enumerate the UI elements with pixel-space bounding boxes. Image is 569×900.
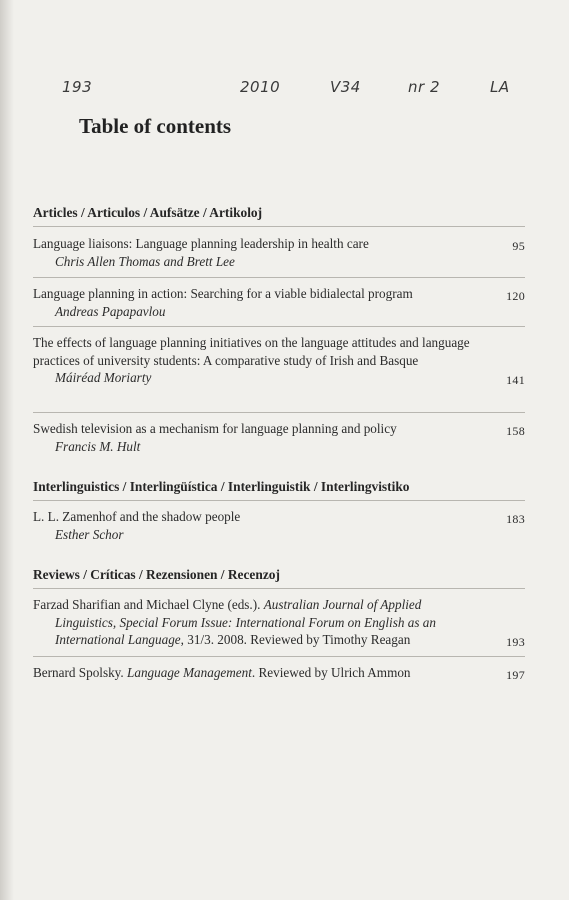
- entry-author: Francis M. Hult: [55, 438, 141, 454]
- entry-page-number: 158: [506, 424, 525, 438]
- entry-title-suffix: , 31/3. 2008. Reviewed by Timothy Reagan: [180, 632, 411, 647]
- entry-page-number: 197: [506, 668, 525, 682]
- page-title: Table of contents: [79, 114, 232, 138]
- entry-book-title: Language Management: [127, 665, 252, 680]
- entry-journal-title: Australian Journal of Applied: [263, 597, 422, 612]
- entry-title: Language liaisons: Language planning leadership in health care: [33, 236, 369, 251]
- entry-page-number: 193: [506, 635, 525, 649]
- entry-journal-title: Linguistics, Special Forum Issue: International Forum on English as an: [55, 614, 436, 630]
- entry-page-number: 95: [512, 239, 525, 253]
- entry-page-number: 141: [506, 373, 525, 387]
- handwritten-note-number: 193: [62, 78, 93, 96]
- entry-author: Máiréad Moriarty: [55, 370, 152, 385]
- toc-entry[interactable]: [33, 596, 525, 649]
- entry-author: Esther Schor: [55, 526, 124, 542]
- toc-entry[interactable]: [33, 508, 525, 543]
- entry-page-number: 120: [506, 289, 525, 303]
- handwritten-note-volume: V34: [330, 78, 361, 96]
- toc-entry[interactable]: [33, 334, 525, 387]
- section-heading-articles: Articles / Articulos / Aufsätze / Artikoloj: [33, 205, 263, 220]
- section-divider: [33, 226, 525, 227]
- entry-divider: [33, 326, 525, 327]
- entry-page-number: 183: [506, 512, 525, 526]
- entry-author: Chris Allen Thomas and Brett Lee: [55, 253, 235, 269]
- entry-title: Language planning in action: Searching for a viable bidialectal program: [33, 286, 413, 301]
- entry-journal-title: International Language: [55, 632, 181, 647]
- entry-divider: [33, 656, 525, 657]
- entry-title-prefix: Bernard Spolsky.: [33, 665, 128, 680]
- entry-title: Swedish television as a mechanism for language planning and policy: [33, 421, 397, 436]
- toc-entry[interactable]: [33, 235, 525, 270]
- entry-title-suffix: . Reviewed by Ulrich Ammon: [251, 665, 411, 680]
- entry-divider: [33, 277, 525, 278]
- entry-divider: [33, 412, 525, 413]
- section-heading-reviews: Reviews / Críticas / Rezensionen / Recenzoj: [33, 567, 280, 582]
- handwritten-note-year: 2010: [240, 78, 281, 96]
- toc-entry[interactable]: [33, 285, 525, 320]
- toc-entry[interactable]: [33, 420, 525, 455]
- page-binding-shadow: [0, 0, 14, 900]
- entry-title: L. L. Zamenhof and the shadow people: [33, 509, 241, 524]
- handwritten-note-issue: nr 2: [408, 78, 440, 96]
- entry-title-prefix: Farzad Sharifian and Michael Clyne (eds.).: [33, 597, 264, 612]
- section-heading-interlinguistics: Interlinguistics / Interlingüística / Interlinguistik / Interlingvistiko: [33, 479, 410, 494]
- entry-title: The effects of language planning initiatives on the language attitudes and language practices of university students: A comparative study of Irish and Basque: [33, 335, 470, 368]
- handwritten-note-initials: LA: [490, 78, 510, 96]
- section-divider: [33, 500, 525, 501]
- section-divider: [33, 588, 525, 589]
- toc-entry[interactable]: [33, 664, 525, 682]
- entry-author: Andreas Papapavlou: [55, 303, 166, 319]
